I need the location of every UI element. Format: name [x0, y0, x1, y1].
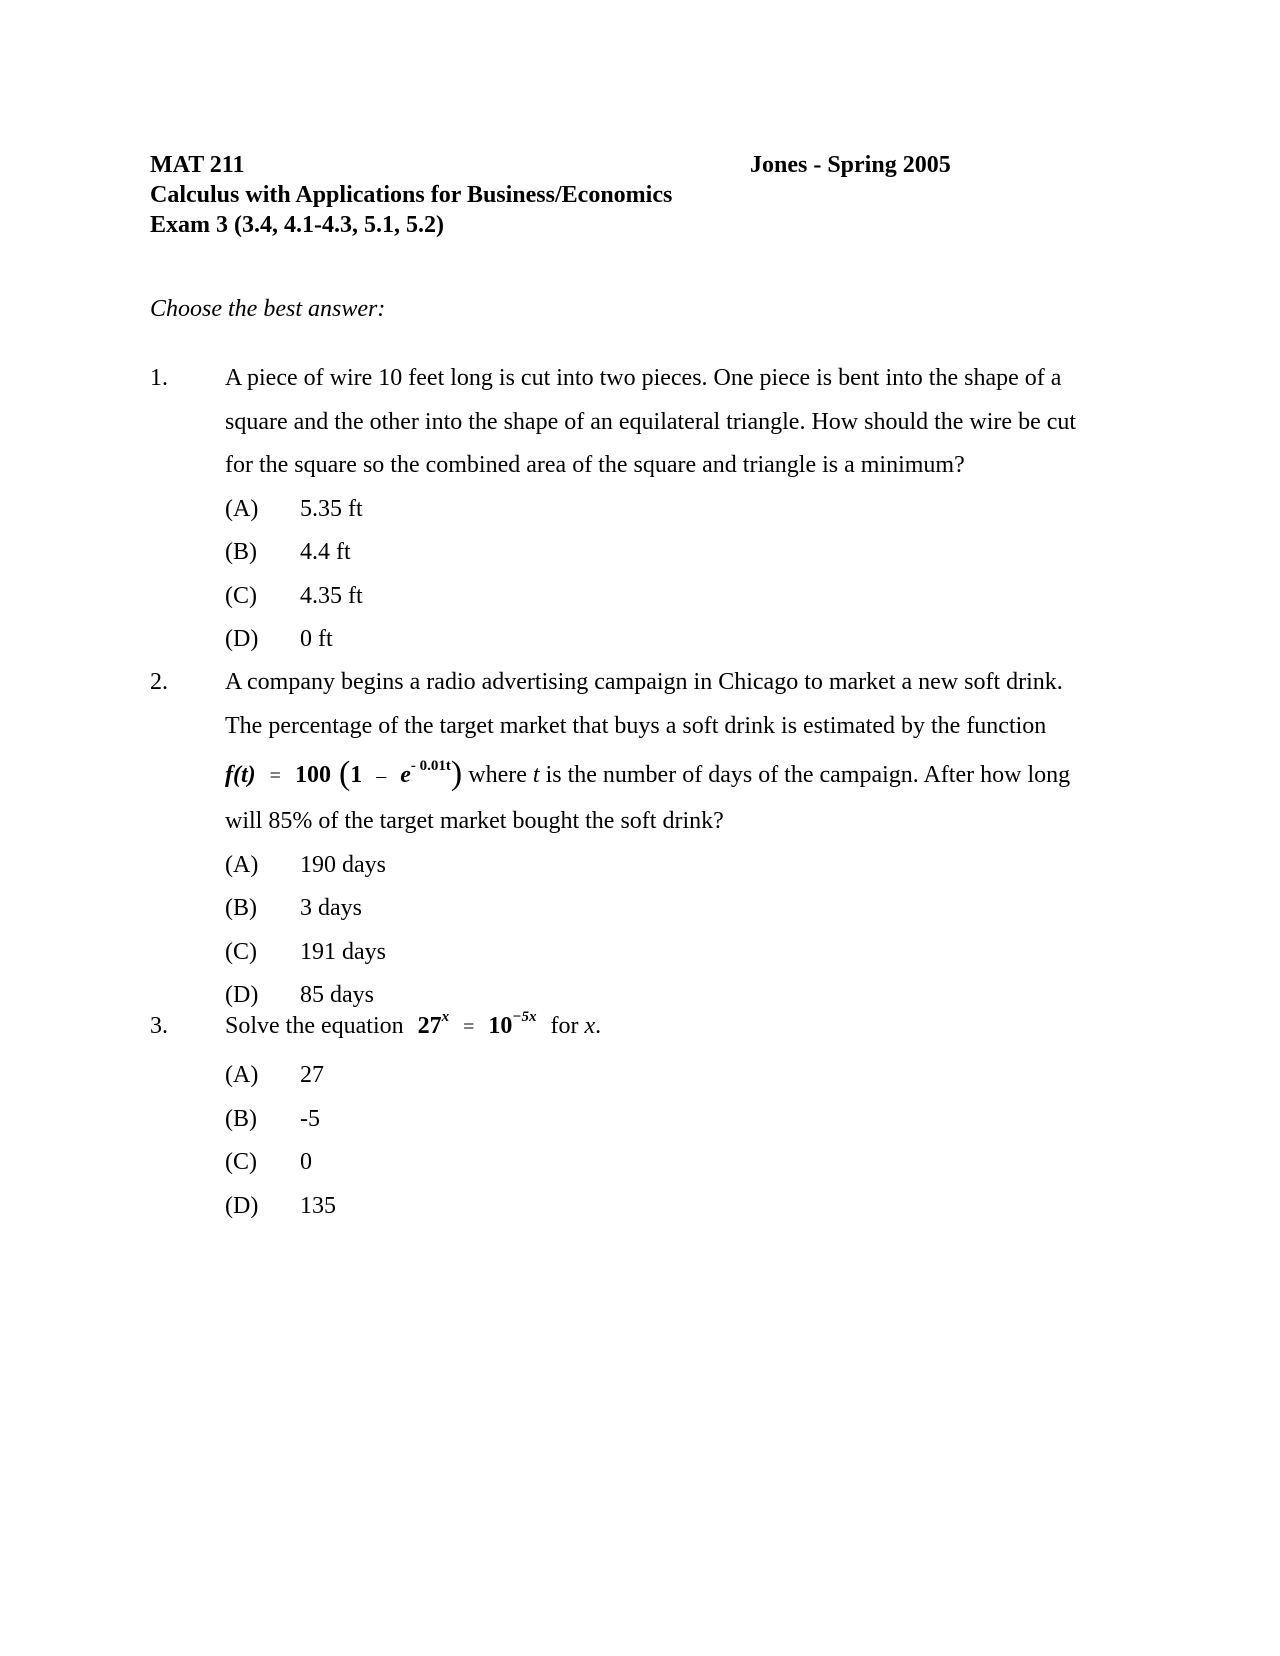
- equation-variable: x: [584, 1013, 596, 1039]
- header-line-1: [150, 150, 970, 180]
- choice-text: 0: [300, 1149, 312, 1175]
- choice-letter: (C): [225, 938, 257, 965]
- equation-rhs-exponent: −5x: [512, 1009, 537, 1025]
- formula-equals: =: [269, 765, 281, 787]
- question-body: [225, 661, 1130, 1018]
- choice-text: 27: [300, 1062, 324, 1088]
- choice-text: 5.35 ft: [300, 495, 363, 522]
- choice-c[interactable]: [225, 575, 1130, 619]
- equation-lhs-base: 27: [417, 1013, 442, 1039]
- choice-a[interactable]: [225, 488, 1130, 532]
- question-number: 2.: [150, 669, 168, 695]
- formula-tail: where: [468, 762, 527, 788]
- choice-b[interactable]: [225, 1098, 1130, 1142]
- choice-letter: (D): [225, 1192, 259, 1219]
- choice-text: 85 days: [300, 982, 374, 1008]
- choice-list: [225, 1054, 1130, 1228]
- choice-letter: (A): [225, 495, 259, 522]
- formula-close-paren: ): [450, 755, 463, 792]
- choice-letter: (A): [225, 1062, 259, 1088]
- choice-d[interactable]: [225, 618, 1130, 662]
- question-text-line: for the square so the combined area of the square and triangle is a minimum?: [225, 452, 965, 478]
- question-text-line: The percentage of the target market that buys a soft drink is estimated by the function: [225, 712, 1047, 739]
- instructor-term: Jones - Spring 2005: [750, 152, 951, 178]
- choice-letter: (B): [225, 895, 257, 921]
- choice-letter: (C): [225, 582, 257, 609]
- formula-tail: is the number of days of the campaign. After how long: [545, 762, 1071, 788]
- formula-exponent: - 0.01t: [410, 758, 451, 774]
- question-body: [225, 1000, 1130, 1228]
- formula-one: 1: [350, 762, 363, 788]
- choice-b[interactable]: [225, 887, 1130, 931]
- formula-coefficient: 100: [294, 762, 331, 788]
- formula-base: e: [400, 762, 411, 788]
- choice-text: 4.4 ft: [300, 539, 351, 565]
- choice-c[interactable]: [225, 931, 1130, 975]
- question-body: [225, 357, 1130, 662]
- choice-letter: (D): [225, 626, 259, 652]
- equation-period: .: [595, 1013, 602, 1039]
- formula-lhs: f(t): [225, 762, 256, 788]
- formula-minus: –: [376, 765, 387, 787]
- choice-d[interactable]: [225, 1185, 1130, 1229]
- choice-list: [225, 488, 1130, 662]
- choice-letter: (D): [225, 982, 259, 1008]
- course-code: MAT 211: [150, 152, 245, 178]
- exam-header: [150, 150, 970, 240]
- equation-rhs-base: 10: [488, 1013, 513, 1039]
- question-text-line: square and the other into the shape of an equilateral triangle. How should the wire be cut: [225, 408, 1077, 435]
- exam-title: Exam 3 (3.4, 4.1-4.3, 5.1, 5.2): [150, 212, 444, 238]
- growth-formula: [225, 755, 463, 792]
- choice-text: 3 days: [300, 895, 362, 921]
- instructions: Choose the best answer:: [150, 296, 386, 322]
- choice-a[interactable]: [225, 1054, 1130, 1098]
- formula-open-paren: (: [338, 755, 351, 792]
- equation-prefix: Solve the equation: [225, 1013, 404, 1039]
- choice-a[interactable]: [225, 844, 1130, 888]
- choice-b[interactable]: [225, 531, 1130, 575]
- choice-c[interactable]: [225, 1141, 1130, 1185]
- choice-text: 4.35 ft: [300, 582, 363, 609]
- formula-line: [225, 748, 1130, 800]
- question-text-line: A piece of wire 10 feet long is cut into two pieces. One piece is bent into the shape of a: [225, 365, 1062, 391]
- choice-text: 191 days: [300, 938, 386, 965]
- equation-suffix: for: [550, 1013, 579, 1039]
- exponential-equation: [417, 1009, 537, 1039]
- choice-letter: (A): [225, 851, 259, 878]
- choice-text: 135: [300, 1192, 336, 1219]
- equation-lhs-exponent: x: [441, 1009, 450, 1025]
- question-number: 3.: [150, 1013, 168, 1039]
- choice-text: 190 days: [300, 851, 386, 878]
- choice-list: [225, 844, 1130, 1018]
- course-title: Calculus with Applications for Business/Economics: [150, 182, 673, 208]
- equation-line: [225, 1000, 1130, 1052]
- question-text-line: A company begins a radio advertising campaign in Chicago to market a new soft drink.: [225, 669, 1063, 695]
- choice-text: -5: [300, 1105, 320, 1132]
- choice-letter: (B): [225, 1105, 257, 1132]
- question-number: 1.: [150, 365, 168, 391]
- equation-equals: =: [463, 1016, 475, 1038]
- choice-letter: (B): [225, 539, 257, 565]
- choice-letter: (C): [225, 1149, 257, 1175]
- formula-variable: t: [532, 762, 540, 788]
- question-text-line: will 85% of the target market bought the soft drink?: [225, 808, 724, 834]
- choice-text: 0 ft: [300, 626, 333, 652]
